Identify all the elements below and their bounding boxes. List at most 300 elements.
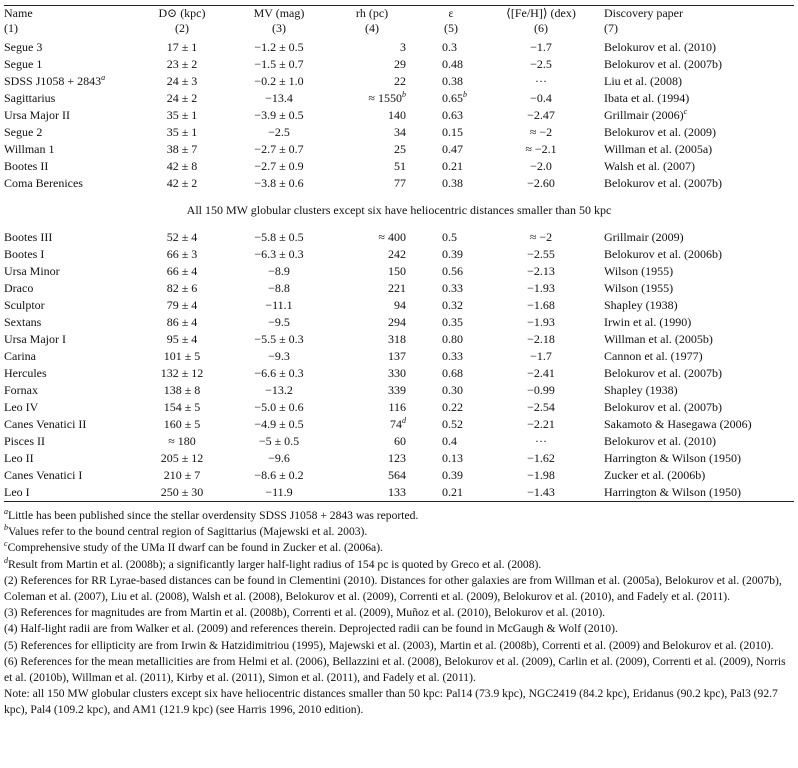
cell-discovery: [596, 382, 794, 399]
cell-radius-value: ≈ 400: [378, 230, 406, 244]
table-row: [4, 280, 794, 297]
cell-discovery-value: Ibata et al. (1994): [604, 91, 690, 105]
cell-discovery: [596, 450, 794, 467]
header-ellipticity: ε: [448, 6, 454, 20]
cell-distance: [134, 107, 230, 124]
near-rows: [4, 39, 794, 192]
cell-distance-value: 250 ± 30: [160, 485, 204, 499]
cell-name-value: Bootes II: [4, 159, 49, 173]
cell-metallicity-value: −0.99: [527, 383, 555, 397]
cell-discovery-value: Walsh et al. (2007): [604, 159, 696, 173]
cell-name-value: Draco: [4, 281, 34, 295]
cell-magnitude: [230, 158, 328, 175]
cell-name-value: Bootes III: [4, 230, 53, 244]
cell-ellipticity-value: 0.39: [442, 247, 463, 261]
cell-discovery: [596, 331, 794, 348]
cell-name: [4, 416, 134, 433]
cell-distance: [134, 56, 230, 73]
cell-ellipticity: [406, 246, 486, 263]
cell-discovery: [596, 229, 794, 246]
cell-metallicity: [486, 416, 596, 433]
cell-distance-value: 38 ± 7: [166, 142, 198, 156]
cell-name-value: Pisces II: [4, 434, 45, 448]
cell-distance-value: 24 ± 3: [166, 74, 198, 88]
cell-metallicity-value: −2.5: [530, 57, 552, 71]
cell-discovery-value: Wilson (1955): [604, 264, 674, 278]
cell-radius-value: 564: [388, 468, 406, 482]
dwarf-galaxy-table: [4, 6, 794, 501]
cell-distance: [134, 382, 230, 399]
cell-ellipticity-value: 0.22: [442, 400, 463, 414]
cell-metallicity-value: ≈ −2: [529, 125, 553, 139]
cell-magnitude: [230, 297, 328, 314]
cell-discovery-footnote-mark: c: [683, 107, 688, 116]
cell-radius: [328, 73, 406, 90]
cell-distance-value: 66 ± 4: [166, 264, 198, 278]
cell-discovery-value: Harrington & Wilson (1950): [604, 485, 741, 499]
cell-discovery-value: Willman et al. (2005b): [604, 332, 713, 346]
cell-magnitude: [230, 348, 328, 365]
cell-ellipticity: [406, 56, 486, 73]
cell-metallicity: [486, 348, 596, 365]
cell-magnitude-value: −2.7 ± 0.7: [254, 142, 304, 156]
cell-radius-value: 29: [394, 57, 406, 71]
table-row: [4, 399, 794, 416]
table-notes: [4, 508, 794, 719]
cell-ellipticity-value: 0.15: [442, 125, 463, 139]
header-metallicity-number: (6): [534, 20, 548, 35]
cell-radius-value: ≈ 1550: [368, 91, 402, 105]
footnote-b-mark: b: [4, 523, 8, 533]
cell-name: [4, 382, 134, 399]
cell-ellipticity-value: 0.80: [442, 332, 463, 346]
cell-discovery: [596, 39, 794, 56]
cell-magnitude-value: −8.8: [268, 281, 290, 295]
cell-magnitude-value: −3.8 ± 0.6: [254, 176, 304, 190]
cell-magnitude: [230, 416, 328, 433]
cell-metallicity: [486, 467, 596, 484]
cell-ellipticity: [406, 433, 486, 450]
cell-magnitude-value: −1.5 ± 0.7: [254, 57, 304, 71]
header-number-row: [4, 21, 794, 40]
table-row: [4, 229, 794, 246]
cell-ellipticity: [406, 141, 486, 158]
note-metallicity: (6) References for the mean metallicities are from Helmi et al. (2006), Bellazzini et al. (2008), Belokurov et al. (2009), Carlin et al. (2009), Correnti et al. (2009), Norris et al. (2010b), Willman et al. (2011), Kirby et al. (2011), Simon et al. (2011), and Fadely et al. (2011).: [4, 654, 786, 685]
cell-name: [4, 433, 134, 450]
header-ellipticity-number: (5): [444, 20, 458, 35]
cell-discovery: [596, 158, 794, 175]
cell-name-value: Coma Berenices: [4, 176, 83, 190]
cell-magnitude-value: −1.2 ± 0.5: [254, 40, 304, 54]
cell-radius-value: 3: [400, 40, 406, 54]
cell-radius: [328, 141, 406, 158]
cell-radius-footnote-mark: b: [402, 90, 406, 99]
cell-radius-value: 150: [388, 264, 406, 278]
cell-radius: [328, 90, 406, 107]
cell-name: [4, 399, 134, 416]
cell-name-value: Carina: [4, 349, 36, 363]
cell-metallicity-value: −1.7: [530, 40, 552, 54]
cell-distance-value: 23 ± 2: [166, 57, 198, 71]
table-row: [4, 365, 794, 382]
cell-magnitude: [230, 365, 328, 382]
header-magnitude-number: (3): [272, 20, 286, 35]
header-row: [4, 6, 794, 21]
cell-metallicity: [486, 297, 596, 314]
cell-radius-value: 116: [388, 400, 406, 414]
cell-ellipticity: [406, 73, 486, 90]
cell-ellipticity-value: 0.38: [442, 176, 463, 190]
cell-magnitude: [230, 107, 328, 124]
footnote-a-mark: a: [4, 507, 8, 517]
cell-discovery-value: Zucker et al. (2006b): [604, 468, 706, 482]
cell-metallicity-value: −2.41: [527, 366, 555, 380]
cell-radius-value: 123: [388, 451, 406, 465]
cell-metallicity: [486, 175, 596, 192]
footnote-c-mark: c: [4, 539, 8, 549]
cell-metallicity: [486, 229, 596, 246]
cell-radius: [328, 175, 406, 192]
footnote-b: [4, 524, 794, 540]
cell-magnitude-value: −8.6 ± 0.2: [254, 468, 304, 482]
cell-ellipticity-value: 0.52: [442, 417, 463, 431]
cell-name: [4, 175, 134, 192]
cell-magnitude: [230, 175, 328, 192]
cell-magnitude-value: −11.9: [265, 485, 293, 499]
cell-metallicity-value: −1.93: [527, 281, 555, 295]
cell-radius-value: 22: [394, 74, 406, 88]
cell-radius-value: 25: [394, 142, 406, 156]
header-metallicity: ⟨[Fe/H]⟩ (dex): [506, 6, 576, 20]
table-row: [4, 314, 794, 331]
table-row: [4, 263, 794, 280]
cell-distance-value: 82 ± 6: [166, 281, 198, 295]
cell-distance: [134, 297, 230, 314]
cell-radius-footnote-mark: d: [402, 416, 406, 425]
cell-distance: [134, 484, 230, 501]
table-row: [4, 107, 794, 124]
cell-magnitude: [230, 263, 328, 280]
cell-radius-value: 137: [388, 349, 406, 363]
cell-metallicity: [486, 90, 596, 107]
cell-metallicity: [486, 433, 596, 450]
cell-distance-value: 138 ± 8: [163, 383, 201, 397]
cell-radius-value: 330: [388, 366, 406, 380]
cell-discovery: [596, 314, 794, 331]
cell-magnitude-value: −2.7 ± 0.9: [254, 159, 304, 173]
cell-discovery: [596, 348, 794, 365]
cell-name-value: SDSS J1058 + 2843: [4, 74, 102, 88]
cell-magnitude: [230, 467, 328, 484]
cell-discovery-value: Sakamoto & Hasegawa (2006): [604, 417, 752, 431]
table-row: [4, 297, 794, 314]
cell-magnitude: [230, 399, 328, 416]
cell-distance-value: 24 ± 2: [166, 91, 198, 105]
cell-name-value: Willman 1: [4, 142, 55, 156]
cell-distance: [134, 331, 230, 348]
cell-distance-value: 101 ± 5: [163, 349, 201, 363]
cell-name: [4, 39, 134, 56]
far-rows: [4, 229, 794, 501]
cell-ellipticity-value: 0.65: [442, 91, 463, 105]
table-row: [4, 158, 794, 175]
table-row: [4, 433, 794, 450]
cell-discovery: [596, 467, 794, 484]
cell-ellipticity-footnote-mark: b: [463, 90, 467, 99]
cell-name: [4, 73, 134, 90]
cell-ellipticity: [406, 90, 486, 107]
cell-metallicity: [486, 331, 596, 348]
cell-distance-value: 42 ± 8: [166, 159, 198, 173]
header-distance-number: (2): [175, 20, 189, 35]
cell-discovery: [596, 484, 794, 501]
cell-ellipticity: [406, 467, 486, 484]
cell-name-value: Segue 2: [4, 125, 43, 139]
cell-ellipticity-value: 0.68: [442, 366, 463, 380]
cell-radius: [328, 382, 406, 399]
footnote-c-text: Comprehensive study of the UMa II dwarf can be found in Zucker et al. (2006a).: [7, 541, 383, 555]
cell-ellipticity: [406, 331, 486, 348]
cell-ellipticity: [406, 484, 486, 501]
cell-magnitude-value: −8.9: [268, 264, 290, 278]
cell-discovery: [596, 124, 794, 141]
cell-ellipticity: [406, 229, 486, 246]
cell-metallicity-value: −1.43: [527, 485, 555, 499]
footnote-d: [4, 557, 794, 573]
cell-magnitude: [230, 141, 328, 158]
cell-name-value: Ursa Major I: [4, 332, 66, 346]
cell-radius-value: 133: [388, 485, 406, 499]
cell-magnitude: [230, 382, 328, 399]
cell-magnitude-value: −6.6 ± 0.3: [254, 366, 304, 380]
cell-radius: [328, 484, 406, 501]
footnote-a-text: Little has been published since the stellar overdensity SDSS J1058 + 2843 was reported.: [8, 509, 419, 522]
cell-magnitude-value: −11.1: [265, 298, 293, 312]
cell-name: [4, 450, 134, 467]
note-globular-clusters: Note: all 150 MW globular clusters except six have heliocentric distances smaller than 50 kpc: Pal14 (73.9 kpc), NGC2419 (84.2 kpc), Eridanus (90.2 kpc), Pal3 (92.7 kpc), Pal4 (109.2 kpc), and AM1 (121.9 kpc) (see Harris 1996, 2010 edition).: [4, 687, 778, 717]
cell-magnitude: [230, 484, 328, 501]
cell-name-value: Ursa Minor: [4, 264, 60, 278]
table-row: [4, 484, 794, 501]
cell-ellipticity: [406, 107, 486, 124]
table-row: [4, 246, 794, 263]
cell-distance-value: 52 ± 4: [166, 230, 198, 244]
cell-ellipticity: [406, 280, 486, 297]
cell-distance-value: 42 ± 2: [166, 176, 198, 190]
cell-metallicity: [486, 39, 596, 56]
cell-metallicity-value: −2.60: [527, 176, 555, 190]
cell-radius-value: 242: [388, 247, 406, 261]
cell-radius-value: 318: [388, 332, 406, 346]
cell-ellipticity-value: 0.21: [442, 159, 463, 173]
header-name-number: (1): [4, 20, 18, 35]
cell-radius: [328, 399, 406, 416]
cell-magnitude: [230, 39, 328, 56]
cell-ellipticity: [406, 314, 486, 331]
cell-metallicity-value: −1.62: [527, 451, 555, 465]
note-ellipticity: (5) References for ellipticity are from Irwin & Hatzidimitriou (1995), Majewski et al. (2003), Martin et al. (2008b), Correnti et al. (2009) and Belokurov et al. (2010).: [4, 638, 774, 652]
cell-distance: [134, 246, 230, 263]
cell-distance-value: 17 ± 1: [166, 40, 198, 54]
bottom-rule: [4, 501, 794, 502]
cell-magnitude-value: −9.5: [268, 315, 290, 329]
cell-discovery-value: Belokurov et al. (2009): [604, 125, 716, 139]
cell-name-value: Segue 1: [4, 57, 43, 71]
cell-radius-value: 74: [390, 417, 402, 431]
cell-metallicity: [486, 484, 596, 501]
cell-magnitude-value: −5.5 ± 0.3: [254, 332, 304, 346]
cell-name-value: Leo I: [4, 485, 30, 499]
note-radii: (4) Half-light radii are from Walker et al. (2009) and references therein. Deprojected radii can be found in McGaugh & Wolf (2010).: [4, 622, 618, 636]
cell-discovery: [596, 433, 794, 450]
separator-body: [4, 192, 794, 229]
cell-metallicity: [486, 314, 596, 331]
cell-distance: [134, 90, 230, 107]
cell-metallicity: [486, 124, 596, 141]
cell-discovery-value: Liu et al. (2008): [604, 74, 682, 88]
cell-name: [4, 348, 134, 365]
cell-discovery-value: Cannon et al. (1977): [604, 349, 703, 363]
cell-magnitude: [230, 73, 328, 90]
cell-radius: [328, 158, 406, 175]
cell-metallicity-value: ···: [535, 74, 547, 88]
cell-ellipticity: [406, 175, 486, 192]
footnote-c: [4, 540, 794, 556]
cell-discovery-value: Belokurov et al. (2006b): [604, 247, 722, 261]
cell-radius: [328, 433, 406, 450]
cell-name-footnote-mark: a: [101, 73, 106, 82]
cell-metallicity: [486, 280, 596, 297]
table-row: [4, 124, 794, 141]
header-distance: D⊙ (kpc): [158, 6, 206, 20]
cell-distance: [134, 399, 230, 416]
cell-discovery: [596, 280, 794, 297]
cell-ellipticity-value: 0.5: [442, 230, 457, 244]
cell-distance-value: 35 ± 1: [166, 108, 198, 122]
cell-distance: [134, 314, 230, 331]
cell-magnitude-value: −3.9 ± 0.5: [254, 108, 304, 122]
separator-text: All 150 MW globular clusters except six have heliocentric distances smaller than 50 kpc: [186, 203, 612, 217]
cell-name: [4, 263, 134, 280]
cell-radius-value: 94: [394, 298, 406, 312]
cell-discovery-value: Grillmair (2006): [604, 108, 684, 122]
cell-ellipticity: [406, 365, 486, 382]
cell-magnitude: [230, 246, 328, 263]
cell-magnitude-value: −5.8 ± 0.5: [254, 230, 304, 244]
cell-distance: [134, 124, 230, 141]
cell-radius-value: 77: [394, 176, 406, 190]
cell-metallicity-value: −2.47: [527, 108, 555, 122]
cell-discovery: [596, 297, 794, 314]
cell-ellipticity-value: 0.13: [442, 451, 463, 465]
table-row: [4, 175, 794, 192]
cell-discovery-value: Belokurov et al. (2010): [604, 434, 716, 448]
table-row: [4, 73, 794, 90]
cell-discovery-value: Belokurov et al. (2007b): [604, 57, 722, 71]
cell-metallicity: [486, 399, 596, 416]
cell-distance: [134, 39, 230, 56]
footnote-a: [4, 508, 794, 524]
cell-magnitude: [230, 450, 328, 467]
cell-ellipticity-value: 0.35: [442, 315, 463, 329]
cell-magnitude-value: −6.3 ± 0.3: [254, 247, 304, 261]
cell-radius-value: 60: [394, 434, 406, 448]
cell-distance: [134, 229, 230, 246]
cell-metallicity: [486, 158, 596, 175]
cell-metallicity: [486, 73, 596, 90]
cell-metallicity-value: −2.54: [527, 400, 555, 414]
cell-metallicity: [486, 141, 596, 158]
cell-ellipticity: [406, 263, 486, 280]
cell-discovery-value: Willman et al. (2005a): [604, 142, 713, 156]
cell-name: [4, 158, 134, 175]
cell-discovery-value: Belokurov et al. (2007b): [604, 176, 722, 190]
table-row: [4, 39, 794, 56]
cell-discovery: [596, 141, 794, 158]
cell-magnitude-value: −9.3: [268, 349, 290, 363]
footnote-d-text: Result from Martin et al. (2008b); a significantly larger half-light radius of 154 pc is quoted by Greco et al. (2008).: [8, 557, 542, 571]
table-row: [4, 416, 794, 433]
cell-metallicity: [486, 382, 596, 399]
cell-radius: [328, 416, 406, 433]
cell-radius-value: 140: [388, 108, 406, 122]
cell-name: [4, 90, 134, 107]
cell-metallicity-value: −1.98: [527, 468, 555, 482]
cell-ellipticity-value: 0.39: [442, 468, 463, 482]
cell-magnitude: [230, 56, 328, 73]
cell-name: [4, 280, 134, 297]
cell-ellipticity-value: 0.33: [442, 349, 463, 363]
cell-ellipticity: [406, 39, 486, 56]
cell-name-value: Leo II: [4, 451, 34, 465]
cell-ellipticity: [406, 399, 486, 416]
cell-ellipticity: [406, 297, 486, 314]
table-row: [4, 331, 794, 348]
cell-name: [4, 467, 134, 484]
cell-name-value: Leo IV: [4, 400, 39, 414]
cell-ellipticity: [406, 450, 486, 467]
cell-metallicity-value: −2.13: [527, 264, 555, 278]
cell-radius: [328, 467, 406, 484]
cell-radius: [328, 107, 406, 124]
cell-discovery: [596, 175, 794, 192]
cell-distance: [134, 365, 230, 382]
cell-ellipticity-value: 0.38: [442, 74, 463, 88]
cell-name: [4, 297, 134, 314]
cell-radius: [328, 365, 406, 382]
cell-name: [4, 141, 134, 158]
cell-radius: [328, 331, 406, 348]
cell-name-value: Bootes I: [4, 247, 45, 261]
cell-magnitude-value: −13.4: [265, 91, 293, 105]
cell-magnitude: [230, 433, 328, 450]
cell-magnitude: [230, 90, 328, 107]
cell-magnitude-value: −2.5: [268, 125, 290, 139]
cell-name: [4, 484, 134, 501]
cell-discovery-value: Belokurov et al. (2007b): [604, 400, 722, 414]
cell-radius: [328, 124, 406, 141]
cell-radius-value: 339: [388, 383, 406, 397]
cell-name-value: Sculptor: [4, 298, 45, 312]
cell-name: [4, 331, 134, 348]
cell-discovery: [596, 246, 794, 263]
cell-discovery: [596, 107, 794, 124]
cell-metallicity-value: −1.93: [527, 315, 555, 329]
cell-radius: [328, 348, 406, 365]
header-discovery-number: (7): [604, 20, 618, 35]
cell-name-value: Ursa Major II: [4, 108, 70, 122]
cell-ellipticity: [406, 348, 486, 365]
